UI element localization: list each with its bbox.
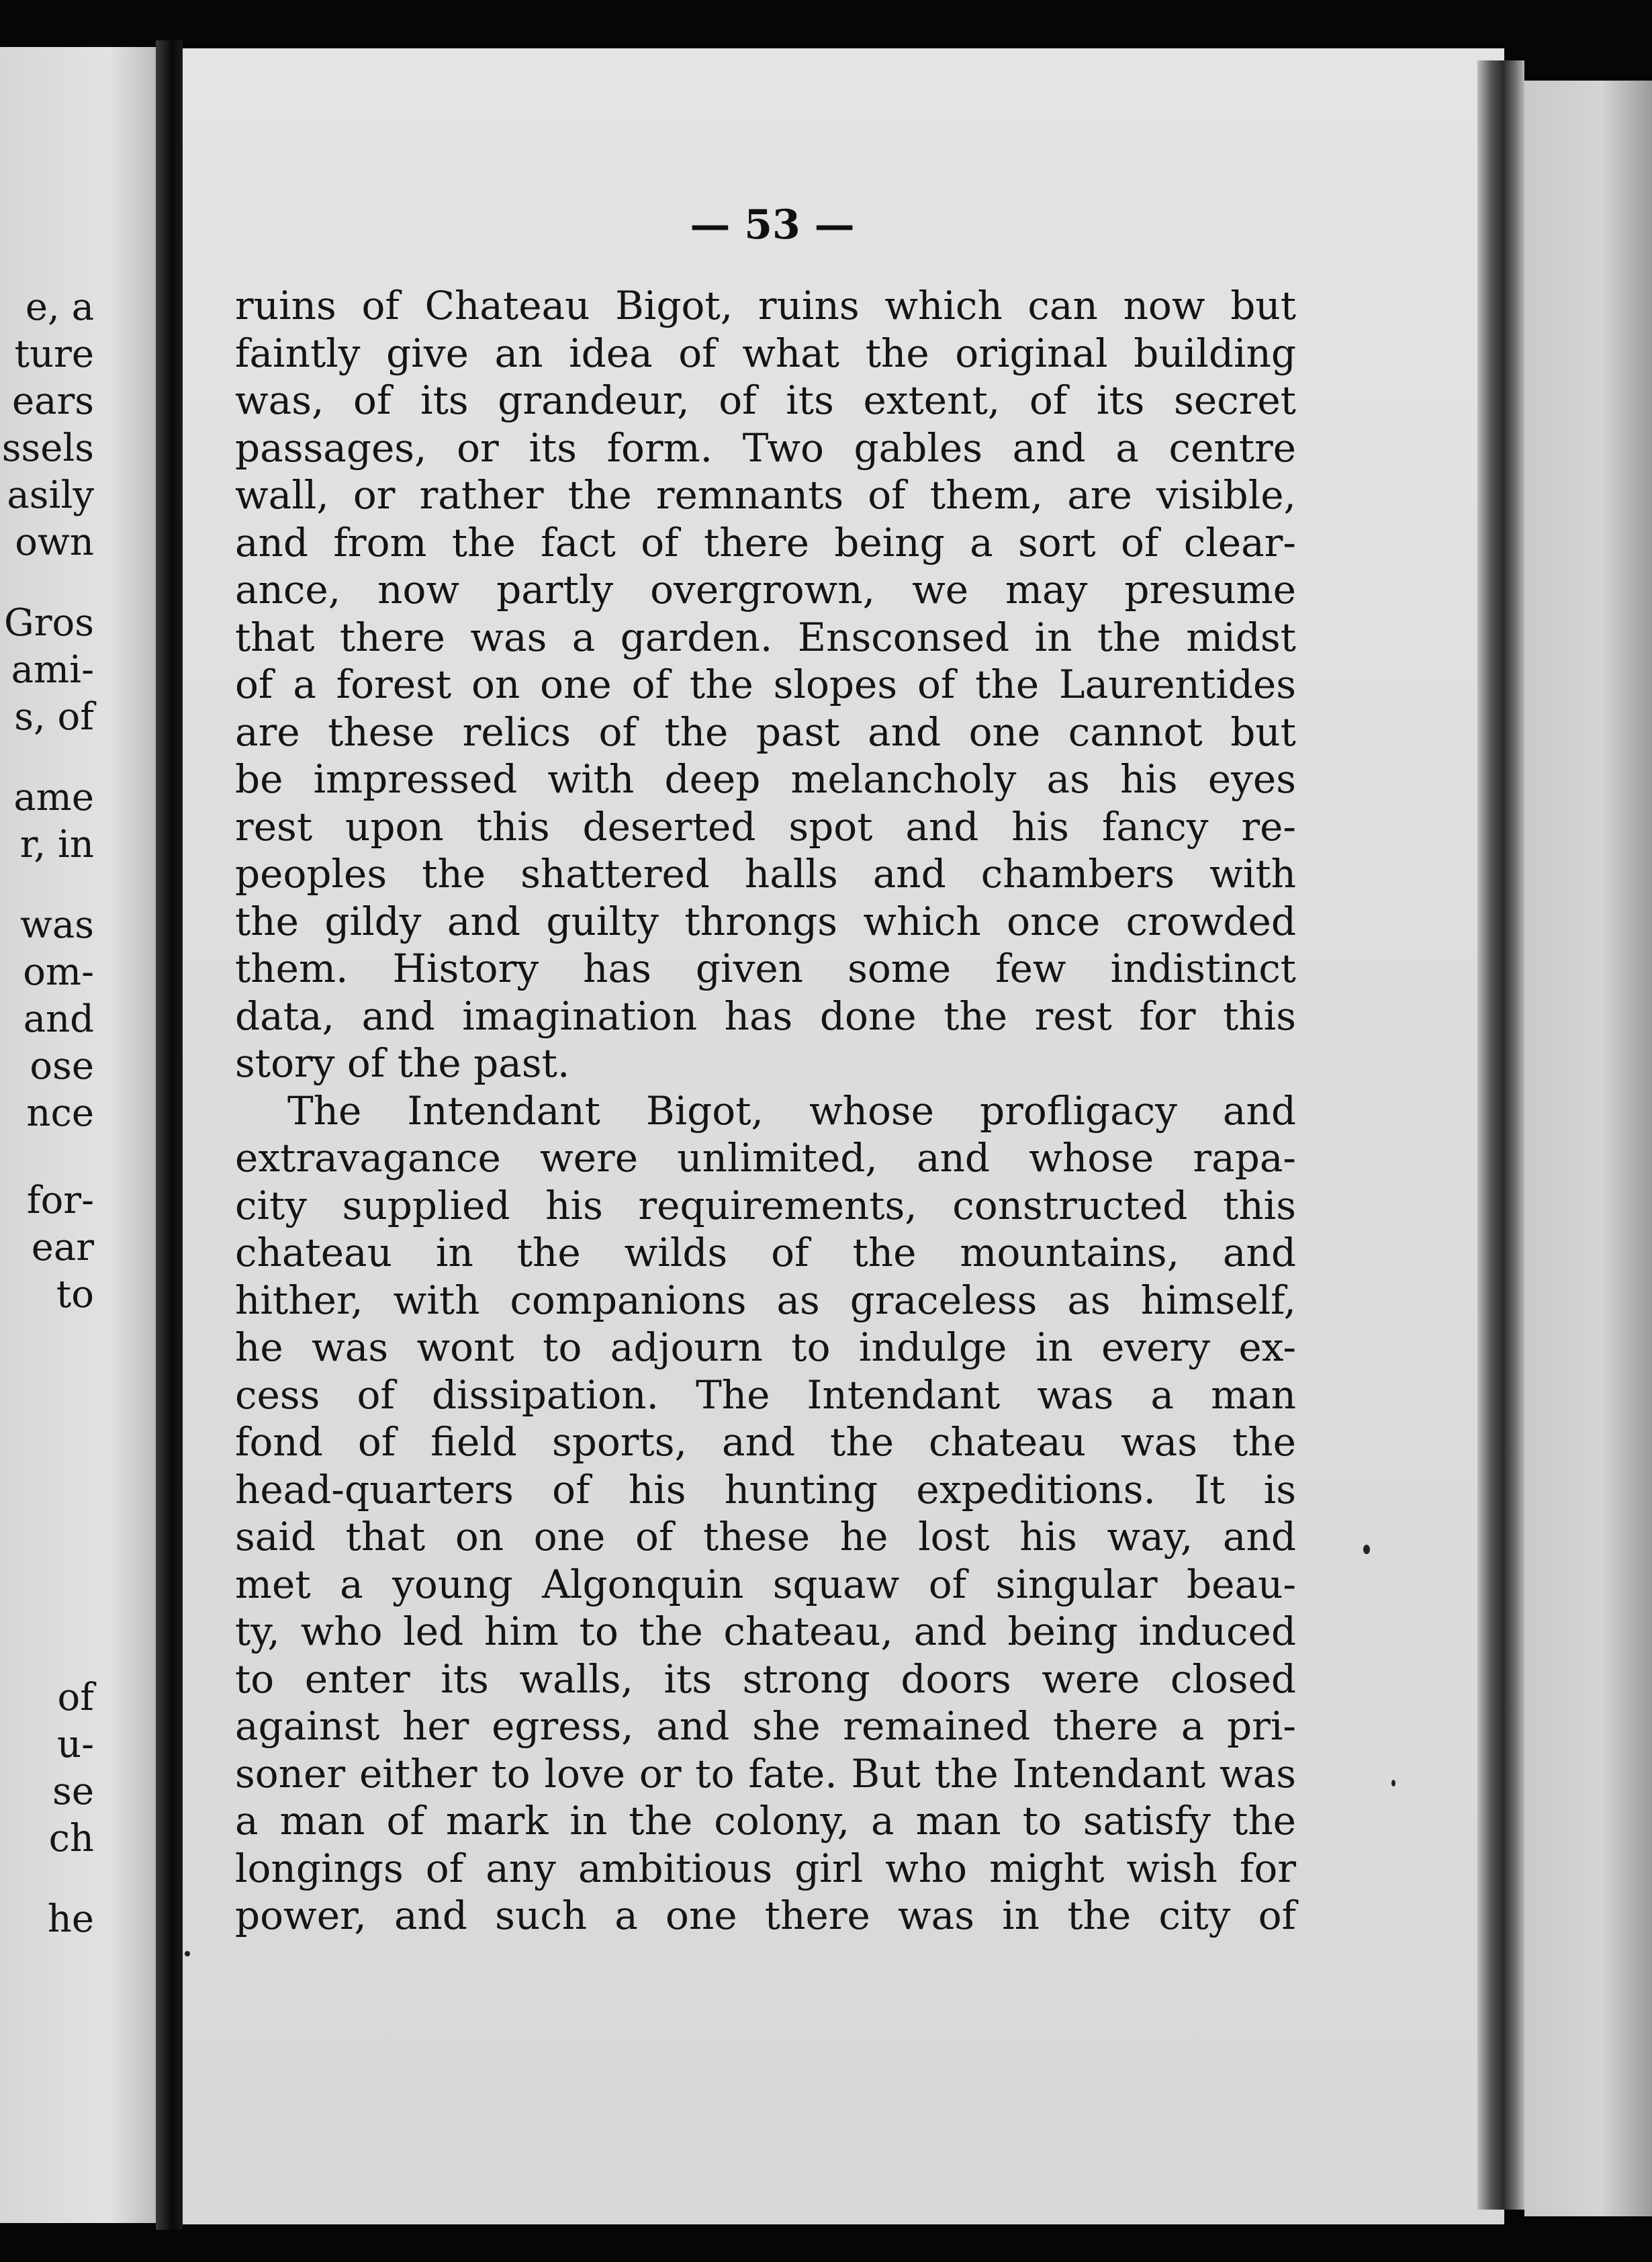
left-page-fragment: se	[52, 1770, 94, 1813]
text-line: was, of its grandeur, of its extent, of its secret	[235, 377, 1296, 423]
left-gutter-shadow	[156, 40, 183, 2230]
left-page-fragment: ssels	[1, 426, 94, 470]
left-facing-page	[0, 47, 156, 2223]
text-line: the gildy and guilty throngs which once crowded	[235, 898, 1296, 944]
text-line: head-quarters of his hunting expeditions. It is	[235, 1466, 1296, 1512]
text-line: passages, or its form. Two gables and a centre	[235, 424, 1296, 471]
binding-shadow	[1477, 60, 1524, 2210]
text-line: of a forest on one of the slopes of the Laurentides	[235, 662, 1296, 707]
text-line: fond of field sports, and the chateau was the	[235, 1419, 1296, 1465]
left-page-fragment: e, a	[25, 285, 94, 329]
text-line: peoples the shattered halls and chambers with	[235, 851, 1296, 897]
text-line: be impressed with deep melancholy as his eyes	[235, 756, 1296, 802]
paragraph	[235, 1087, 1296, 1940]
left-page-fragment: om-	[23, 950, 94, 994]
text-line: longings of any ambitious girl who might wish for	[235, 1845, 1296, 1891]
text-line: extravagance were unlimited, and whose rapa-	[235, 1135, 1296, 1181]
text-line: against her egress, and she remained there a pri-	[235, 1703, 1296, 1749]
text-line: story of the past.	[235, 1040, 570, 1086]
text-line: ty, who led him to the chateau, and being induced	[235, 1609, 1296, 1654]
left-page-fragment: asily	[7, 473, 94, 517]
text-line: The Intendant Bigot, whose profligacy and	[287, 1087, 1296, 1134]
left-page-fragment: ears	[11, 379, 94, 423]
text-line: hither, with companions as graceless as himself,	[235, 1277, 1296, 1323]
text-line: rest upon this deserted spot and his fancy re-	[235, 803, 1296, 850]
left-page-fragment: ear	[31, 1226, 94, 1269]
text-line: ruins of Chateau Bigot, ruins which can now but	[235, 283, 1296, 328]
text-line: are these relics of the past and one cannot but	[235, 709, 1296, 755]
text-line: power, and such a one there was in the city of	[235, 1893, 1296, 1938]
page-number: — 53 —	[690, 201, 855, 248]
left-page-fragment: nce	[26, 1091, 94, 1135]
text-line: cess of dissipation. The Intendant was a man	[235, 1371, 1296, 1418]
next-page-edge	[1524, 81, 1652, 2216]
body-text	[235, 282, 1296, 1940]
left-page-fragment: for-	[26, 1179, 94, 1222]
left-page-fragment: Gros	[4, 601, 94, 645]
text-line: data, and imagination has done the rest for this	[235, 993, 1296, 1039]
text-line: and from the fact of there being a sort of clear-	[235, 519, 1296, 566]
text-line: to enter its walls, its strong doors were closed	[235, 1656, 1296, 1702]
left-page-fragment: to	[56, 1273, 94, 1316]
text-line: met a young Algonquin squaw of singular beau-	[235, 1561, 1296, 1607]
left-page-fragment: ture	[14, 332, 94, 376]
scan-speck	[185, 1951, 190, 1956]
left-page-fragment: ame	[13, 776, 94, 819]
left-page-fragment: of	[57, 1676, 94, 1719]
left-page-fragment: ose	[30, 1044, 94, 1088]
text-line: that there was a garden. Ensconsed in the midst	[235, 614, 1296, 660]
left-page-fragment: ch	[48, 1817, 94, 1860]
text-line: wall, or rather the remnants of them, are visible,	[235, 472, 1296, 518]
text-line: ance, now partly overgrown, we may presume	[235, 567, 1296, 613]
text-line: chateau in the wilds of the mountains, and	[235, 1230, 1296, 1275]
left-page-fragment: he	[47, 1897, 94, 1941]
text-line: said that on one of these he lost his way, and	[235, 1514, 1296, 1559]
left-page-fragment: and	[23, 997, 94, 1041]
text-line: them. History has given some few indistinct	[235, 946, 1296, 991]
scan-speck	[1363, 1545, 1370, 1554]
scan-speck	[1391, 1780, 1395, 1786]
left-page-fragment: u-	[57, 1723, 94, 1766]
text-line: soner either to love or to fate. But the Intendant was	[235, 1750, 1296, 1797]
left-page-fragment: r, in	[19, 823, 94, 866]
left-page-fragment: was	[19, 903, 94, 947]
left-page-fragment: s, of	[14, 695, 94, 739]
text-line: city supplied his requirements, constructed this	[235, 1182, 1296, 1228]
text-line: faintly give an idea of what the original building	[235, 330, 1296, 376]
text-line: a man of mark in the colony, a man to satisfy the	[235, 1798, 1296, 1844]
left-page-fragment: ami-	[11, 648, 94, 692]
left-page-fragment: own	[15, 521, 94, 564]
text-line: he was wont to adjourn to indulge in every ex-	[235, 1324, 1296, 1370]
paragraph	[235, 282, 1296, 1087]
